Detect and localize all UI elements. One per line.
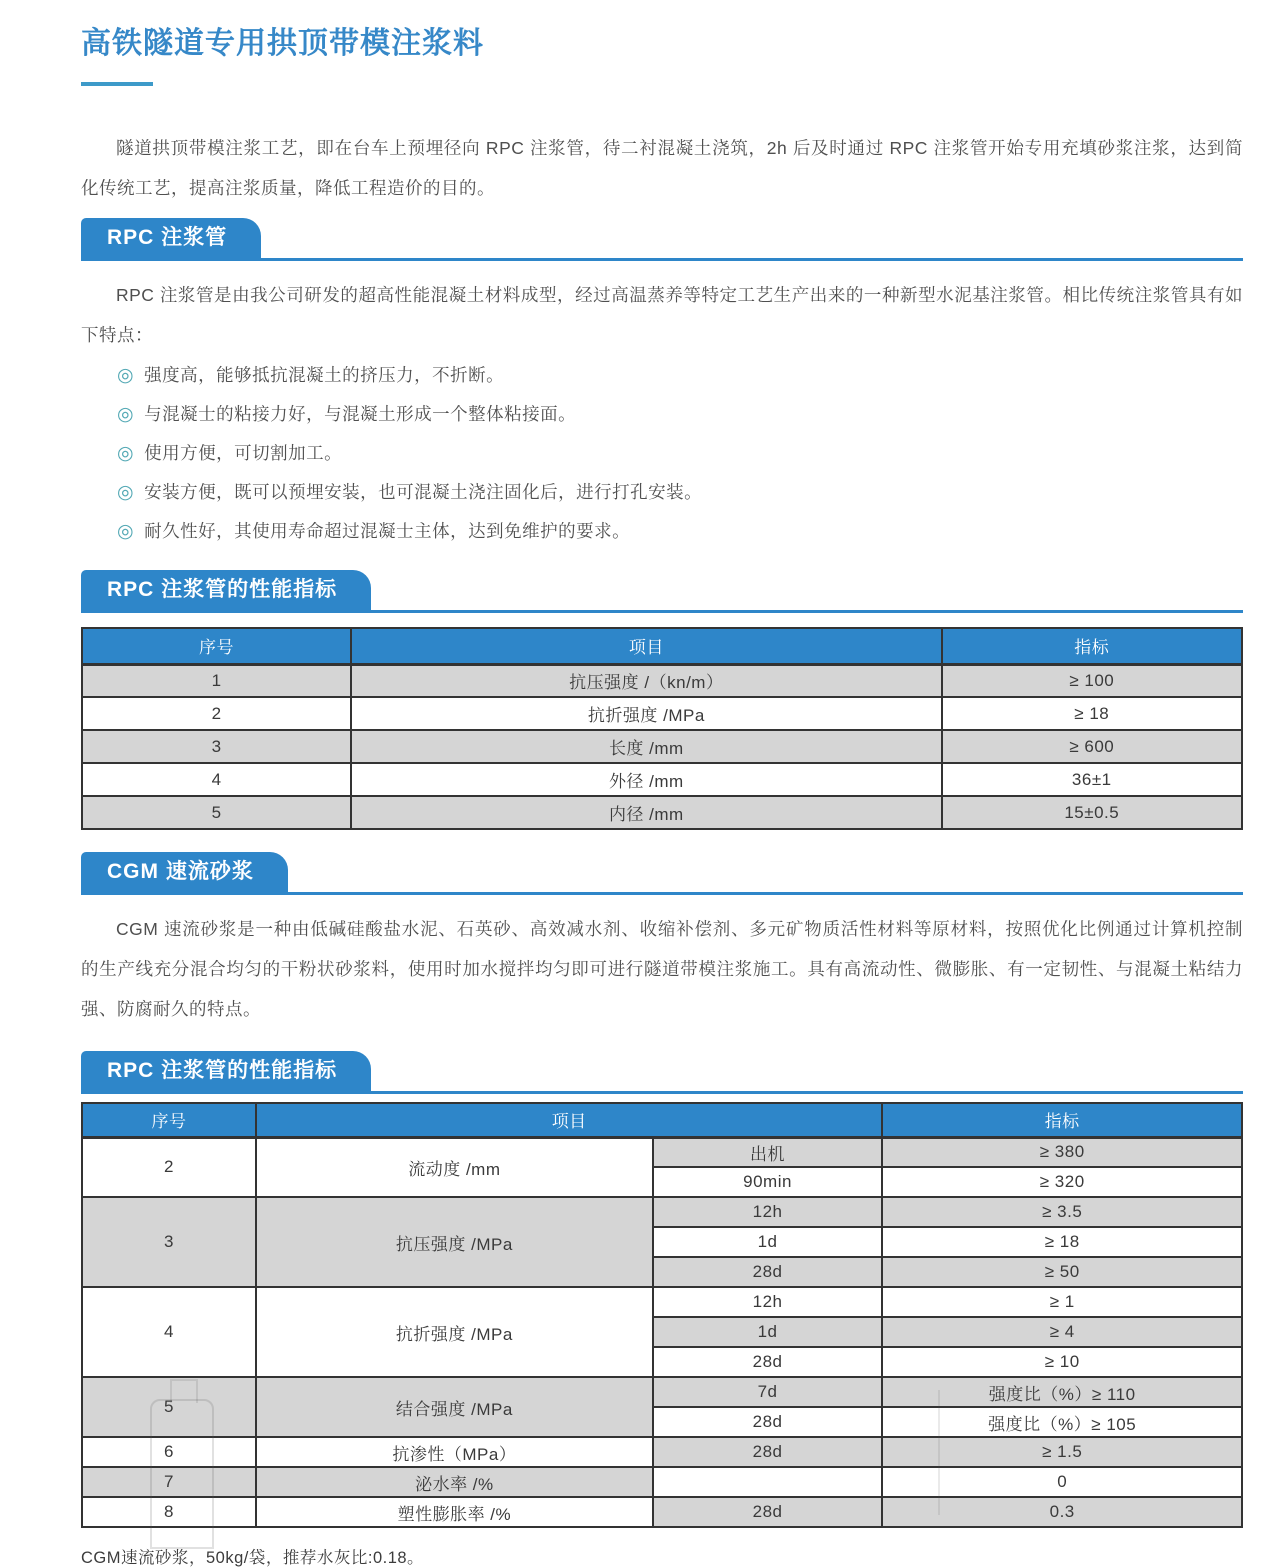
cell: 抗折强度 /MPa (256, 1287, 653, 1377)
bullseye-bullet-icon: ◎ (117, 482, 135, 503)
section-tab-label: CGM 速流砂浆 (81, 852, 288, 892)
cell: 0 (882, 1467, 1242, 1497)
list-item-text: 安装方便，既可以预埋安装，也可混凝土浇注固化后，进行打孔安装。 (144, 482, 703, 502)
cell: 内径 /mm (351, 796, 941, 829)
cell: ≥ 320 (882, 1167, 1242, 1197)
cell: 28d (653, 1407, 883, 1437)
cell: 抗压强度 /（kn/m） (351, 664, 941, 697)
cell: 28d (653, 1497, 883, 1527)
list-item-text: 强度高，能够抵抗混凝土的挤压力，不折断。 (144, 365, 505, 385)
cell: ≥ 50 (882, 1257, 1242, 1287)
scan-artifact-line (938, 1390, 940, 1515)
cell: ≥ 380 (882, 1137, 1242, 1167)
cell: 1d (653, 1227, 883, 1257)
table-row (82, 763, 1242, 796)
cell: 外径 /mm (351, 763, 941, 796)
cell: 强度比（%）≥ 105 (882, 1407, 1242, 1437)
cell: 6 (82, 1437, 256, 1467)
cell: 0.3 (882, 1497, 1242, 1527)
cell: 抗压强度 /MPa (256, 1197, 653, 1287)
cell: 15±0.5 (942, 796, 1242, 829)
column-header: 项目 (256, 1103, 882, 1137)
cell: 8 (82, 1497, 256, 1527)
list-item (117, 513, 1243, 550)
section-header-rpc-spec (81, 570, 1243, 613)
section-header-rpc (81, 218, 1243, 261)
cell: ≥ 3.5 (882, 1197, 1242, 1227)
rpc-description: RPC 注浆管是由我公司研发的超高性能混凝土材料成型，经过高温蒸养等特定工艺生产出来的一种新型水泥基注浆管。相比传统注浆管具有如下特点： (81, 285, 1243, 345)
bullseye-bullet-icon: ◎ (117, 443, 135, 464)
scan-artifact-bottle (150, 1399, 214, 1549)
bullseye-bullet-icon: ◎ (117, 521, 135, 542)
cell: 4 (82, 1287, 256, 1377)
section-header-cgm-spec (81, 1051, 1243, 1094)
cell: 流动度 /mm (256, 1137, 653, 1197)
cell: 12h (653, 1287, 883, 1317)
table-row (82, 1287, 1242, 1317)
list-item-text: 耐久性好，其使用寿命超过混凝士主体，达到免维护的要求。 (144, 521, 631, 541)
cell: 塑性膨胀率 /% (256, 1497, 653, 1527)
table-row (82, 1497, 1242, 1527)
cell: ≥ 18 (942, 697, 1242, 730)
intro-paragraph: 隧道拱顶带模注浆工艺，即在台车上预埋径向 RPC 注浆管，待二衬混凝土浇筑，2h 后及时通过 RPC 注浆管开始专用充填砂浆注浆，达到简化传统工艺，提高注浆质量，降低工程造价的目的。 (81, 138, 1243, 198)
section-tab-label: RPC 注浆管的性能指标 (81, 570, 371, 610)
table-row (82, 697, 1242, 730)
rpc-spec-table (81, 627, 1243, 830)
cell: 28d (653, 1257, 883, 1287)
cell: ≥ 100 (942, 664, 1242, 697)
bullseye-bullet-icon: ◎ (117, 404, 135, 425)
cell: ≥ 18 (882, 1227, 1242, 1257)
cell: 结合强度 /MPa (256, 1377, 653, 1437)
cell: 出机 (653, 1137, 883, 1167)
list-item-text: 使用方便，可切割加工。 (144, 443, 343, 463)
table-row (82, 796, 1242, 829)
cell: 28d (653, 1437, 883, 1467)
column-header: 项目 (351, 628, 941, 664)
table-row (82, 1377, 1242, 1407)
list-item-text: 与混凝士的粘接力好，与混凝土形成一个整体粘接面。 (144, 404, 577, 424)
table-header-row (82, 1103, 1242, 1137)
cell: ≥ 1 (882, 1287, 1242, 1317)
title-underline (81, 82, 153, 86)
table-row (82, 664, 1242, 697)
cell: 5 (82, 796, 351, 829)
bullseye-bullet-icon: ◎ (117, 365, 135, 386)
cell: 2 (82, 1137, 256, 1197)
list-item (117, 357, 1243, 394)
cell: 2 (82, 697, 351, 730)
table-row (82, 730, 1242, 763)
list-item (117, 435, 1243, 472)
cell: 7 (82, 1467, 256, 1497)
cell: 1d (653, 1317, 883, 1347)
cell: 泌水率 /% (256, 1467, 653, 1497)
cgm-description: CGM 速流砂浆是一种由低碱硅酸盐水泥、石英砂、高效减水剂、收缩补偿剂、多元矿物质活性材料等原材料，按照优化比例通过计算机控制的生产线充分混合均匀的干粉状砂浆料，使用时加水搅拌均匀即可进行隧道带模注浆施工。具有高流动性、微膨胀、有一定韧性、与混凝土粘结力强、防腐耐久的特点。 (81, 919, 1243, 1019)
list-item (117, 396, 1243, 433)
table-row (82, 1137, 1242, 1167)
footer-note: CGM速流砂浆，50kg/袋，推荐水灰比:0.18。 (81, 1549, 425, 1567)
column-header: 指标 (942, 628, 1242, 664)
cell: ≥ 10 (882, 1347, 1242, 1377)
cell: 长度 /mm (351, 730, 941, 763)
cell: 3 (82, 730, 351, 763)
cell: 36±1 (942, 763, 1242, 796)
cell: 5 (82, 1377, 256, 1437)
rpc-feature-list (81, 357, 1243, 550)
page-title: 高铁隧道专用拱顶带模注浆料 (81, 27, 484, 60)
cell: ≥ 1.5 (882, 1437, 1242, 1467)
section-tab-label: RPC 注浆管 (81, 218, 261, 258)
cell: 抗折强度 /MPa (351, 697, 941, 730)
cell: 12h (653, 1197, 883, 1227)
cell: 1 (82, 664, 351, 697)
column-header: 序号 (82, 1103, 256, 1137)
section-header-cgm (81, 852, 1243, 895)
cell: 90min (653, 1167, 883, 1197)
cell (653, 1467, 883, 1497)
cell: ≥ 4 (882, 1317, 1242, 1347)
column-header: 指标 (882, 1103, 1242, 1137)
cell: 3 (82, 1197, 256, 1287)
table-row (82, 1197, 1242, 1227)
cell: 7d (653, 1377, 883, 1407)
table-row (82, 1437, 1242, 1467)
section-tab-label: RPC 注浆管的性能指标 (81, 1051, 371, 1091)
cell: 28d (653, 1347, 883, 1377)
column-header: 序号 (82, 628, 351, 664)
cgm-spec-table (81, 1102, 1243, 1528)
cell: 抗渗性（MPa） (256, 1437, 653, 1467)
cell: 4 (82, 763, 351, 796)
table-row (82, 1467, 1242, 1497)
table-header-row (82, 628, 1242, 664)
cell: 强度比（%）≥ 110 (882, 1377, 1242, 1407)
cell: ≥ 600 (942, 730, 1242, 763)
list-item (117, 474, 1243, 511)
